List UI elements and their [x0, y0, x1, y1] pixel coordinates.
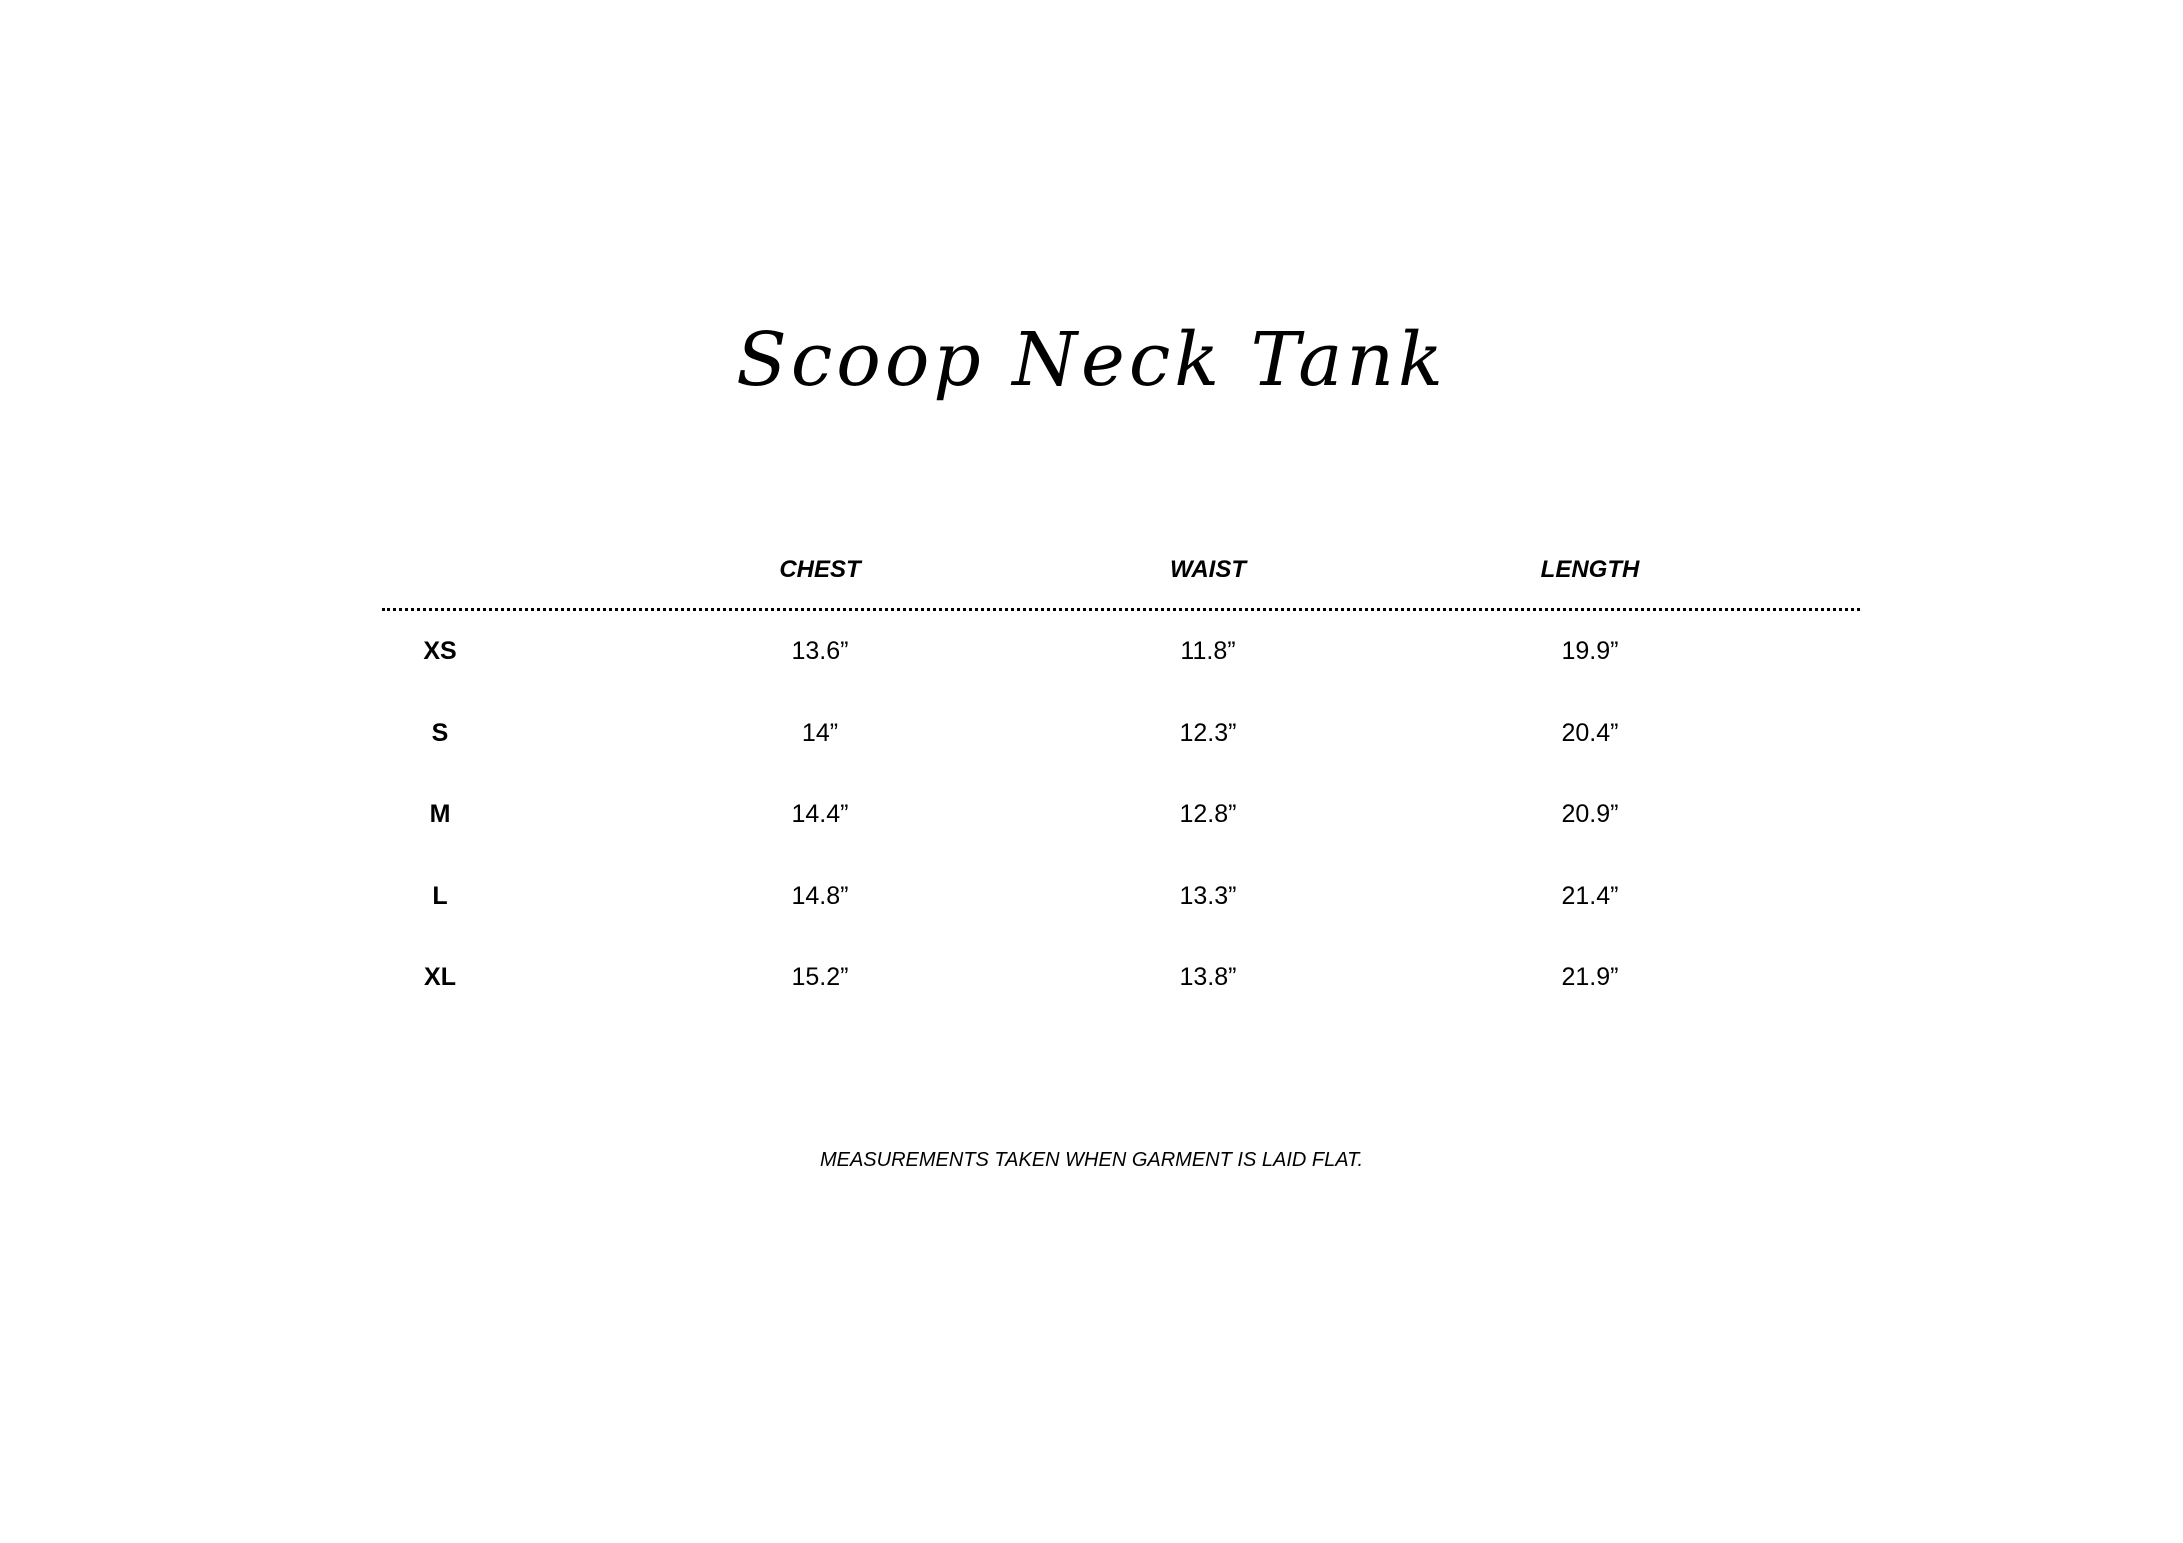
length-cell: 19.9”	[1561, 637, 1619, 665]
table-header-row	[382, 540, 1860, 600]
page-title: Scoop Neck Tank	[736, 317, 1447, 403]
waist-cell: 13.8”	[1179, 963, 1237, 991]
chest-cell: 14”	[801, 718, 839, 747]
size-cell: L	[432, 881, 448, 910]
chest-cell: 14.8”	[791, 881, 849, 910]
chest-cell: 15.2”	[791, 963, 849, 991]
table-row	[382, 795, 1860, 877]
table-row	[382, 632, 1860, 714]
table-row	[382, 877, 1860, 959]
waist-cell: 12.8”	[1179, 800, 1237, 828]
column-header-length: LENGTH	[1540, 556, 1640, 583]
size-cell: M	[429, 800, 451, 828]
column-header-waist: WAIST	[1170, 556, 1246, 583]
table-row	[382, 714, 1860, 796]
chest-cell: 14.4”	[791, 800, 849, 828]
size-cell: XL	[424, 963, 456, 991]
chest-cell: 13.6”	[791, 637, 849, 665]
column-header-chest: CHEST	[779, 556, 861, 583]
measurement-note: MEASUREMENTS TAKEN WHEN GARMENT IS LAID FLAT.	[819, 1149, 1364, 1171]
waist-cell: 11.8”	[1180, 637, 1236, 665]
header-divider	[382, 608, 1860, 611]
table-body	[382, 632, 1860, 1040]
size-cell: XS	[423, 637, 457, 665]
length-cell: 20.4”	[1561, 718, 1619, 747]
length-cell: 21.4”	[1561, 881, 1619, 910]
size-cell: S	[431, 718, 449, 747]
length-cell: 20.9”	[1561, 800, 1619, 828]
size-table	[382, 540, 1860, 991]
waist-cell: 13.3”	[1179, 881, 1237, 910]
length-cell: 21.9”	[1561, 963, 1619, 991]
waist-cell: 12.3”	[1179, 718, 1237, 747]
table-row	[382, 958, 1860, 1040]
